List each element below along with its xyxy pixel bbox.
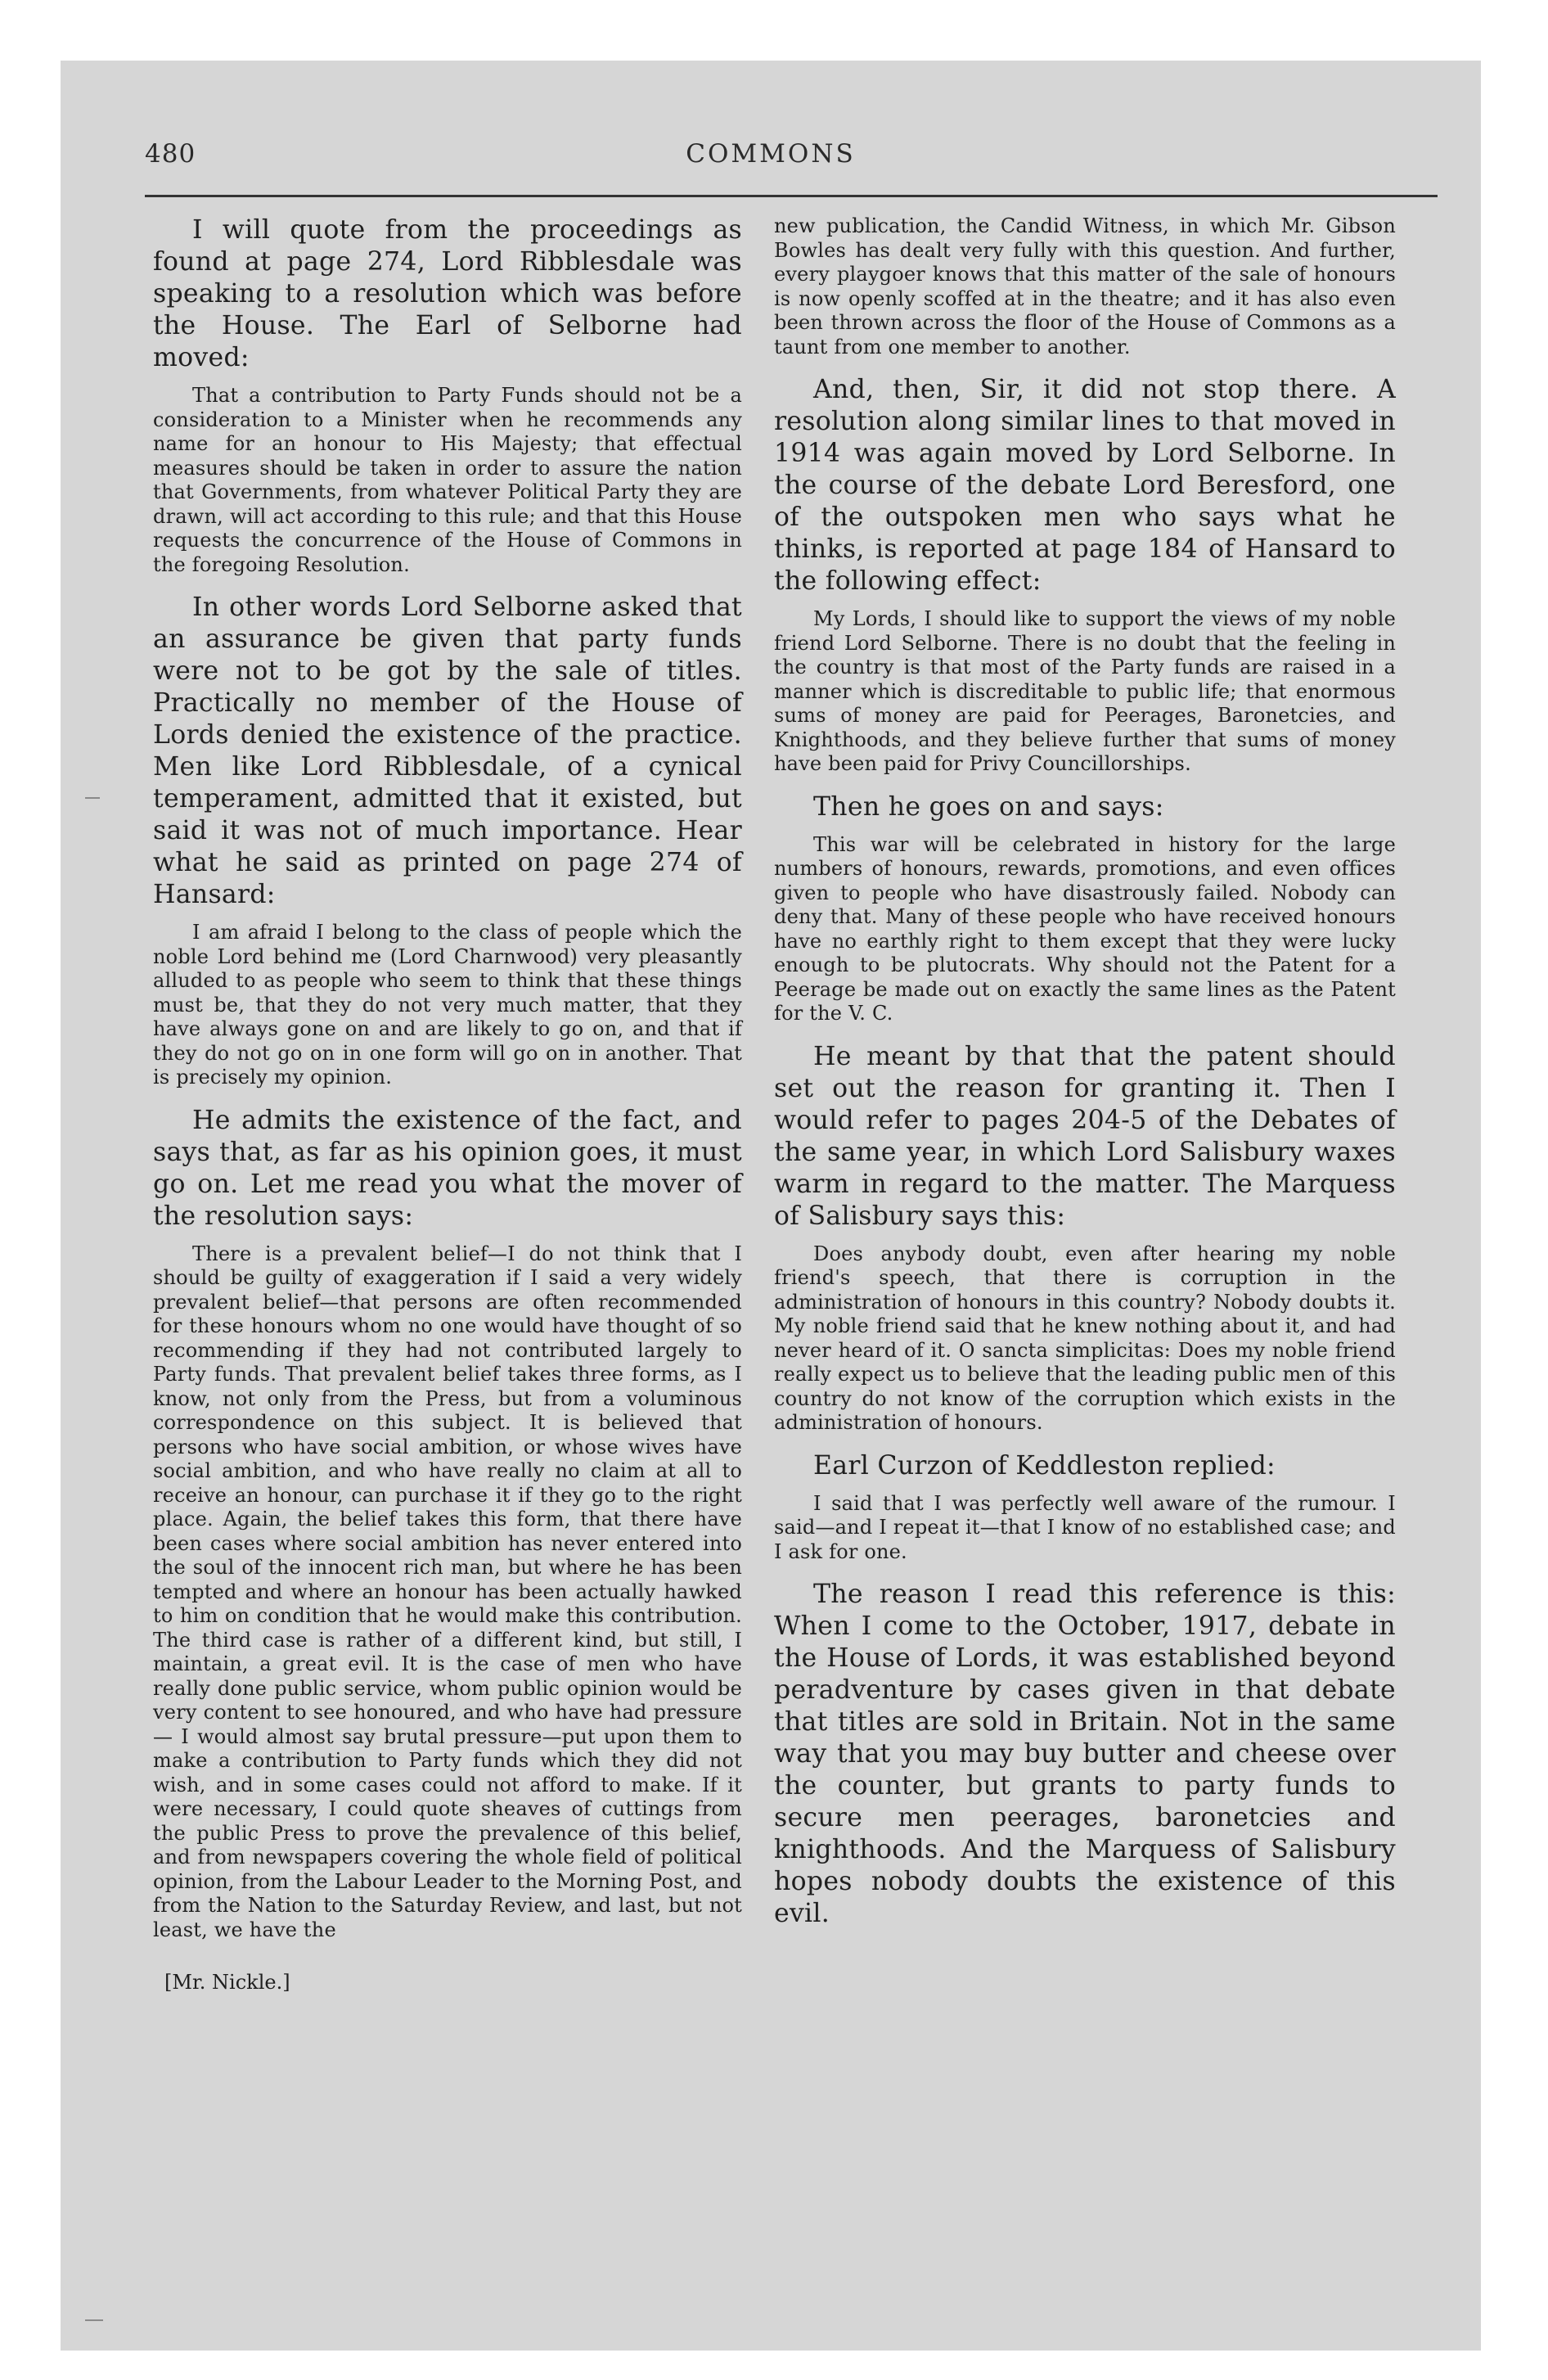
quotation: This war will be celebrated in history for the large numbers of honours, rewards, promotions, and even offices given to people who have disastrously failed. Nobody can deny that. Many of these people who have received honours have no earthly right to them except that they were lucky enough to be plutocrats. Why should not the Patent for a Peerage be made out on exactly the same lines as the Patent for the V. C. [774, 832, 1396, 1025]
right-column [774, 214, 1396, 1940]
running-head: COMMONS [686, 139, 856, 169]
quotation: I said that I was perfectly well aware of the rumour. I said—and I repeat it—that I know of no established case; and I ask for one. [774, 1491, 1396, 1563]
paragraph: In other words Lord Selborne asked that an assurance be given that party funds were not to be got by the sale of titles. Practically no member of the House of Lords denied the existence of the practice. Men like Lord Ribblesdale, of a cynical temperament, admitted that it existed, but said it was not of much importance. Hear what he said as printed on page 274 of Hansard: [153, 593, 742, 909]
left-column [153, 214, 742, 1995]
paragraph: I will quote from the proceedings as found at page 274, Lord Ribblesdale was speaking to a resolution which was before the House. The Earl of Selborne had moved: [153, 215, 742, 372]
quotation: Does anybody doubt, even after hearing my noble friend's speech, that there is corruption in the administration of honours in this country? Nobody doubts it. My noble friend said that he knew nothing about it, and had never heard of it. O sancta simplicitas: Does my noble friend really expect us to believe that the leading public men of this country do not know of the corruption which exists in the administration of honours. [774, 1242, 1396, 1434]
speaker-attribution: [Mr. Nickle.] [164, 1971, 290, 1994]
quotation: There is a prevalent belief—I do not think that I should be guilty of exaggeration if I said a very widely prevalent belief—that persons are often recommended for these honours whom no one would have thought of so recommending if they had not contributed largely to Party funds. That prevalent belief takes three forms, as I know, not only from the Press, but from a voluminous correspondence on this subject. It is believed that persons who have social ambition, or whose wives have social ambition, and who have really no claim at all to receive an honour, can purchase it if they go to the right place. Again, the belief takes this form, that there have been cases where social ambition has never entered into the soul of the innocent rich man, but where he has been tempted and where an honour has been actually hawked to him on condition that he would make this contribution. The third case is rather of a different kind, but still, I maintain, a great evil. It is the case of men who have really done public service, whom public opinion would be very content to see honoured, and who have had pressure— I would almost say brutal pressure—put upon them to make a contribution to Party funds which they did not wish, and in some cases could not afford to make. If it were necessary, I could quote sheaves of cuttings from the public Press to prove the prevalence of this belief, and from newspapers covering the whole field of political opinion, from the Labour Leader to the Morning Post, and from the Nation to the Saturday Review, and last, but not least, we have the [153, 1242, 742, 1941]
header-rule [145, 195, 1438, 197]
quotation: new publication, the Candid Witness, in which Mr. Gibson Bowles has dealt very fully with this question. And further, every playgoer knows that this matter of the sale of honours is now openly scoffed at in the theatre; and it has also even been thrown across the floor of the House of Commons as a taunt from one member to another. [774, 214, 1396, 358]
paragraph: He admits the existence of the fact, and says that, as far as his opinion goes, it must go on. Let me read you what the mover of the resolution says: [153, 1105, 742, 1231]
margin-mark [85, 2319, 103, 2321]
page-number: 480 [145, 139, 196, 169]
margin-mark [85, 797, 100, 799]
paragraph: Earl Curzon of Keddleston replied: [813, 1450, 1276, 1481]
page-header [61, 131, 1481, 180]
scanned-page [61, 61, 1481, 2351]
quotation: My Lords, I should like to support the views of my noble friend Lord Selborne. There is no doubt that the feeling in the country is that most of the Party funds are raised in a manner which is discreditable to public life; that enormous sums of money are paid for Peerages, Baronetcies, and Knighthoods, and they believe further that sums of money have been paid for Privy Councillorships. [774, 607, 1396, 775]
paragraph: The reason I read this reference is this: When I come to the October, 1917, debate in the House of Lords, it was established beyond peradventure by cases given in that debate that titles are sold in Britain. Not in the same way that you may buy butter and cheese over the counter, but grants to party funds to secure men peerages, baronetcies and knighthoods. And the Marquess of Salisbury hopes nobody doubts the existence of this evil. [774, 1580, 1396, 1928]
quotation: I am afraid I belong to the class of people which the noble Lord behind me (Lord Charnwood) very pleasantly alluded to as people who seem to think that these things must be, that they do not very much matter, that they have always gone on and are likely to go on, and that if they do not go on in one form will go on in another. That is precisely my opinion. [153, 921, 742, 1089]
quotation: That a contribution to Party Funds should not be a consideration to a Minister when he recommends any name for an honour to His Majesty; that effectual measures should be taken in order to assure the nation that Governments, from whatever Political Party they are drawn, will act according to this rule; and that this House requests the concurrence of the House of Commons in the foregoing Resolution. [153, 384, 742, 576]
paragraph: And, then, Sir, it did not stop there. A resolution along similar lines to that moved in 1914 was again moved by Lord Selborne. In the course of the debate Lord Beresford, one of the outspoken men who says what he thinks, is reported at page 184 of Hansard to the following effect: [774, 375, 1396, 596]
paragraph: He meant by that that the patent should set out the reason for granting it. Then I would refer to pages 204-5 of the Debates of the same year, in which Lord Salisbury waxes warm in regard to the matter. The Marquess of Salisbury says this: [774, 1041, 1396, 1231]
paragraph: Then he goes on and says: [813, 791, 1164, 822]
